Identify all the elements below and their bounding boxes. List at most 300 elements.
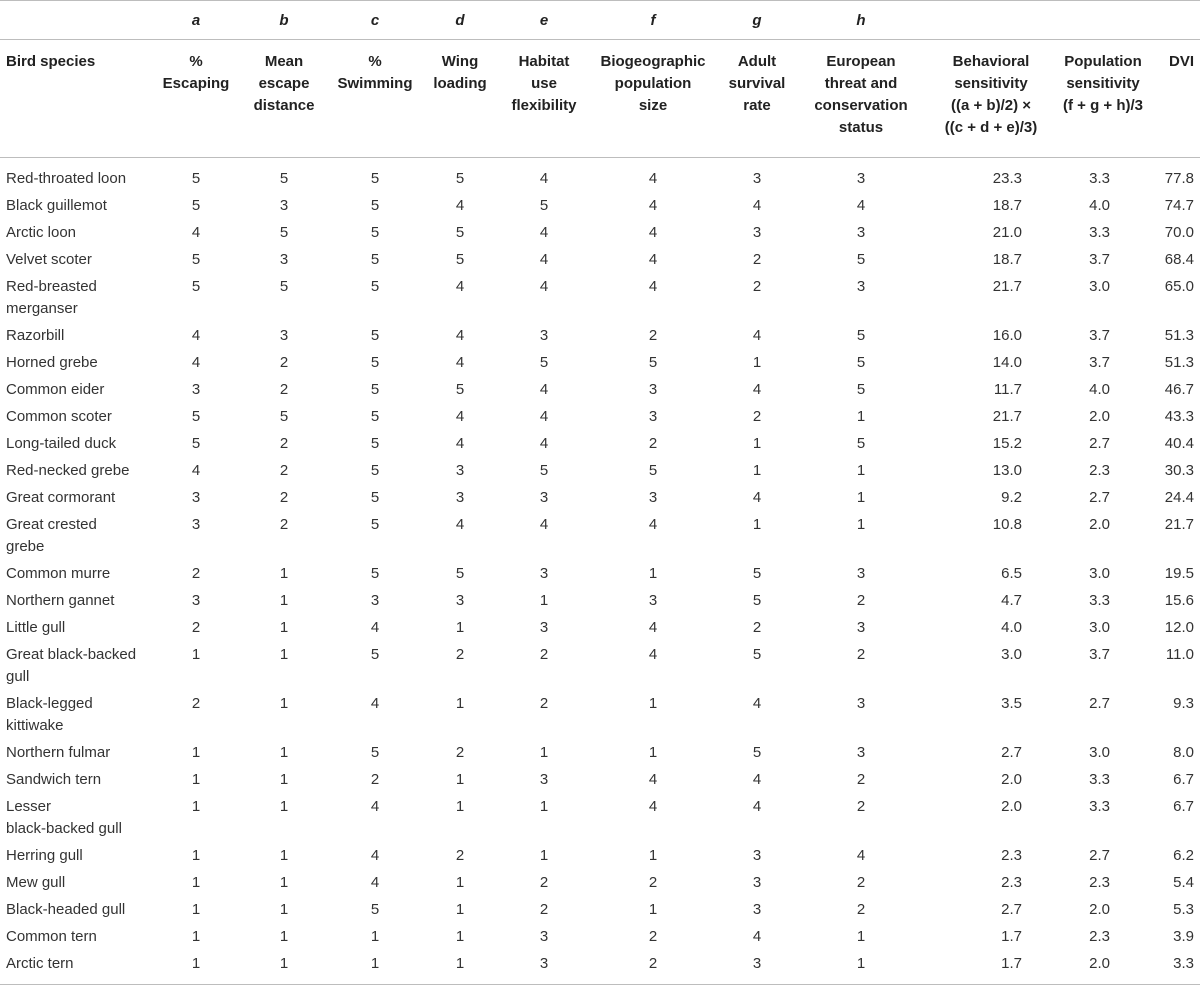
table-row bbox=[0, 274, 1200, 323]
value-cell: 2 bbox=[455, 646, 465, 663]
table-row bbox=[0, 220, 1200, 247]
value-cell: 2 bbox=[539, 695, 549, 712]
value-cell: 5 bbox=[455, 170, 465, 187]
table-row bbox=[0, 458, 1200, 485]
letter-cell: c bbox=[330, 1, 420, 40]
value-cell: 5 bbox=[370, 435, 380, 452]
value-cell: 4.0 bbox=[1089, 197, 1110, 214]
value-cell: 3 bbox=[539, 619, 549, 636]
value-cell: 5 bbox=[370, 408, 380, 425]
value-cell: 21.0 bbox=[992, 224, 1022, 241]
value-cell: 4 bbox=[856, 197, 866, 214]
value-cell: 4 bbox=[648, 646, 658, 663]
value-cell: 2 bbox=[539, 874, 549, 891]
value-cell: 4 bbox=[370, 874, 380, 891]
table-row bbox=[0, 485, 1200, 512]
value-cell: 2.0 bbox=[1089, 901, 1110, 918]
species-cell: Sandwich tern bbox=[6, 771, 102, 788]
value-cell: 3 bbox=[370, 592, 380, 609]
header-habitat-flexibility: Habitat use flexibility bbox=[500, 40, 588, 158]
value-cell: 5 bbox=[191, 170, 201, 187]
value-cell: 3 bbox=[539, 327, 549, 344]
value-cell: 1 bbox=[370, 955, 380, 972]
value-cell: 5 bbox=[455, 251, 465, 268]
value-cell: 3 bbox=[648, 381, 658, 398]
value-cell: 2.3 bbox=[1001, 847, 1022, 864]
value-cell: 4 bbox=[539, 435, 549, 452]
value-cell: 2 bbox=[856, 592, 866, 609]
value-cell: 15.2 bbox=[992, 435, 1022, 452]
header-threat-status: European threat and conservation status bbox=[796, 40, 926, 158]
value-cell: 3 bbox=[856, 170, 866, 187]
value-cell: 2 bbox=[856, 771, 866, 788]
value-cell: 3.0 bbox=[1089, 744, 1110, 761]
value-cell: 1 bbox=[539, 847, 549, 864]
species-cell: Velvet scoter bbox=[6, 251, 92, 268]
value-cell: 4 bbox=[752, 928, 762, 945]
value-cell: 5 bbox=[856, 251, 866, 268]
value-cell: 3 bbox=[752, 874, 762, 891]
header-behavioral-sensitivity: Behavioral sensitivity ((a + b)/2) × ((c + d + e)/3) bbox=[926, 40, 1056, 158]
value-cell: 19.5 bbox=[1164, 565, 1194, 582]
value-cell: 4 bbox=[191, 327, 201, 344]
letter-cell: b bbox=[238, 1, 330, 40]
value-cell: 4.0 bbox=[1089, 381, 1110, 398]
value-cell: 4 bbox=[455, 327, 465, 344]
value-cell: 5 bbox=[455, 224, 465, 241]
value-cell: 2.7 bbox=[1089, 435, 1110, 452]
value-cell: 3.3 bbox=[1089, 170, 1110, 187]
value-cell: 5 bbox=[191, 251, 201, 268]
value-cell: 5.4 bbox=[1173, 874, 1194, 891]
value-cell: 1 bbox=[191, 874, 201, 891]
value-cell: 4 bbox=[648, 197, 658, 214]
value-cell: 4 bbox=[752, 489, 762, 506]
table-row bbox=[0, 870, 1200, 897]
value-cell: 6.7 bbox=[1173, 771, 1194, 788]
value-cell: 4 bbox=[455, 354, 465, 371]
value-cell: 3 bbox=[856, 744, 866, 761]
value-cell: 4 bbox=[191, 354, 201, 371]
value-cell: 3.3 bbox=[1089, 771, 1110, 788]
value-cell: 3 bbox=[539, 489, 549, 506]
letter-cell bbox=[1150, 1, 1200, 40]
value-cell: 4 bbox=[752, 197, 762, 214]
value-cell: 2 bbox=[191, 619, 201, 636]
value-cell: 10.8 bbox=[992, 516, 1022, 533]
value-cell: 1 bbox=[191, 798, 201, 815]
value-cell: 1 bbox=[279, 771, 289, 788]
table-row bbox=[0, 691, 1200, 740]
value-cell: 2 bbox=[279, 462, 289, 479]
column-header-row bbox=[0, 40, 1200, 158]
value-cell: 2.7 bbox=[1089, 489, 1110, 506]
value-cell: 1 bbox=[856, 955, 866, 972]
value-cell: 3 bbox=[279, 251, 289, 268]
value-cell: 11.0 bbox=[1165, 646, 1194, 663]
value-cell: 4 bbox=[539, 408, 549, 425]
species-cell: Horned grebe bbox=[6, 354, 98, 371]
table-row bbox=[0, 404, 1200, 431]
value-cell: 1 bbox=[279, 619, 289, 636]
species-cell: Red-breasted merganser bbox=[6, 278, 97, 317]
value-cell: 8.0 bbox=[1173, 744, 1194, 761]
value-cell: 1 bbox=[752, 462, 762, 479]
value-cell: 4 bbox=[648, 278, 658, 295]
value-cell: 5 bbox=[856, 435, 866, 452]
value-cell: 4 bbox=[191, 224, 201, 241]
species-cell: Lesser black-backed gull bbox=[6, 798, 122, 837]
value-cell: 5 bbox=[370, 516, 380, 533]
value-cell: 5 bbox=[370, 197, 380, 214]
value-cell: 5 bbox=[648, 462, 658, 479]
value-cell: 30.3 bbox=[1164, 462, 1194, 479]
value-cell: 2 bbox=[455, 847, 465, 864]
value-cell: 3 bbox=[455, 489, 465, 506]
value-cell: 4 bbox=[752, 381, 762, 398]
table-row bbox=[0, 794, 1200, 843]
value-cell: 3.7 bbox=[1089, 327, 1110, 344]
value-cell: 3.3 bbox=[1089, 592, 1110, 609]
value-cell: 4 bbox=[370, 695, 380, 712]
value-cell: 2.3 bbox=[1089, 928, 1110, 945]
value-cell: 1 bbox=[455, 928, 465, 945]
header-escaping: % Escaping bbox=[154, 40, 238, 158]
value-cell: 18.7 bbox=[992, 251, 1022, 268]
value-cell: 77.8 bbox=[1164, 170, 1194, 187]
value-cell: 3 bbox=[279, 327, 289, 344]
value-cell: 4.0 bbox=[1001, 619, 1022, 636]
value-cell: 1 bbox=[455, 955, 465, 972]
value-cell: 4 bbox=[539, 251, 549, 268]
value-cell: 5 bbox=[370, 354, 380, 371]
value-cell: 4 bbox=[455, 278, 465, 295]
value-cell: 1 bbox=[648, 695, 658, 712]
value-cell: 43.3 bbox=[1164, 408, 1194, 425]
value-cell: 3.0 bbox=[1001, 646, 1022, 663]
table-row bbox=[0, 767, 1200, 794]
value-cell: 4.7 bbox=[1001, 592, 1022, 609]
value-cell: 4 bbox=[752, 327, 762, 344]
value-cell: 4 bbox=[191, 462, 201, 479]
value-cell: 1 bbox=[191, 928, 201, 945]
value-cell: 1 bbox=[539, 592, 549, 609]
value-cell: 4 bbox=[648, 224, 658, 241]
value-cell: 4 bbox=[752, 798, 762, 815]
value-cell: 2.0 bbox=[1089, 955, 1110, 972]
value-cell: 3 bbox=[856, 278, 866, 295]
table-row bbox=[0, 350, 1200, 377]
value-cell: 5.3 bbox=[1173, 901, 1194, 918]
value-cell: 3.3 bbox=[1089, 224, 1110, 241]
value-cell: 5 bbox=[191, 197, 201, 214]
value-cell: 5 bbox=[539, 197, 549, 214]
value-cell: 3.9 bbox=[1173, 928, 1194, 945]
value-cell: 15.6 bbox=[1164, 592, 1194, 609]
value-cell: 1 bbox=[279, 955, 289, 972]
value-cell: 5 bbox=[752, 646, 762, 663]
value-cell: 3 bbox=[539, 565, 549, 582]
header-population-sensitivity: Population sensitivity (f + g + h)/3 bbox=[1056, 40, 1150, 158]
letter-cell: h bbox=[796, 1, 926, 40]
value-cell: 1 bbox=[191, 901, 201, 918]
value-cell: 4 bbox=[856, 847, 866, 864]
value-cell: 6.5 bbox=[1001, 565, 1022, 582]
value-cell: 2 bbox=[856, 646, 866, 663]
letter-cell: d bbox=[420, 1, 500, 40]
table-row bbox=[0, 897, 1200, 924]
value-cell: 4 bbox=[455, 435, 465, 452]
value-cell: 4 bbox=[370, 798, 380, 815]
value-cell: 3 bbox=[752, 901, 762, 918]
value-cell: 1 bbox=[539, 798, 549, 815]
value-cell: 5 bbox=[856, 354, 866, 371]
value-cell: 1.7 bbox=[1001, 928, 1022, 945]
species-cell: Red-throated loon bbox=[6, 170, 127, 187]
value-cell: 2.7 bbox=[1001, 744, 1022, 761]
table-row bbox=[0, 740, 1200, 767]
column-letter-row bbox=[0, 1, 1200, 40]
value-cell: 21.7 bbox=[992, 408, 1022, 425]
value-cell: 2 bbox=[752, 408, 762, 425]
species-cell: Northern fulmar bbox=[6, 744, 111, 761]
value-cell: 4 bbox=[539, 516, 549, 533]
value-cell: 3.5 bbox=[1001, 695, 1022, 712]
value-cell: 6.7 bbox=[1173, 798, 1194, 815]
value-cell: 3 bbox=[856, 695, 866, 712]
value-cell: 5 bbox=[539, 354, 549, 371]
value-cell: 2.0 bbox=[1089, 408, 1110, 425]
value-cell: 1 bbox=[752, 354, 762, 371]
value-cell: 5 bbox=[370, 251, 380, 268]
value-cell: 5 bbox=[856, 327, 866, 344]
value-cell: 2.3 bbox=[1001, 874, 1022, 891]
value-cell: 3 bbox=[752, 847, 762, 864]
value-cell: 1 bbox=[279, 646, 289, 663]
value-cell: 3 bbox=[539, 955, 549, 972]
value-cell: 5 bbox=[370, 381, 380, 398]
value-cell: 4 bbox=[455, 197, 465, 214]
value-cell: 5 bbox=[370, 565, 380, 582]
header-population-size: Biogeographic population size bbox=[588, 40, 718, 158]
value-cell: 2.0 bbox=[1001, 798, 1022, 815]
value-cell: 1 bbox=[279, 744, 289, 761]
value-cell: 5 bbox=[370, 744, 380, 761]
value-cell: 3 bbox=[191, 489, 201, 506]
value-cell: 2 bbox=[279, 435, 289, 452]
value-cell: 4 bbox=[752, 771, 762, 788]
value-cell: 1 bbox=[191, 744, 201, 761]
value-cell: 5 bbox=[191, 278, 201, 295]
table-row bbox=[0, 166, 1200, 193]
value-cell: 5 bbox=[648, 354, 658, 371]
value-cell: 9.3 bbox=[1173, 695, 1194, 712]
value-cell: 4 bbox=[370, 847, 380, 864]
value-cell: 4 bbox=[539, 278, 549, 295]
table-row bbox=[0, 431, 1200, 458]
value-cell: 4 bbox=[539, 224, 549, 241]
value-cell: 3 bbox=[856, 565, 866, 582]
value-cell: 3.7 bbox=[1089, 251, 1110, 268]
value-cell: 9.2 bbox=[1001, 489, 1022, 506]
header-bird-species: Bird species bbox=[0, 40, 154, 158]
value-cell: 1 bbox=[370, 928, 380, 945]
species-cell: Common tern bbox=[6, 928, 97, 945]
value-cell: 1 bbox=[856, 516, 866, 533]
value-cell: 3 bbox=[648, 592, 658, 609]
table-row bbox=[0, 924, 1200, 951]
value-cell: 4 bbox=[648, 516, 658, 533]
value-cell: 21.7 bbox=[992, 278, 1022, 295]
value-cell: 1 bbox=[752, 516, 762, 533]
value-cell: 74.7 bbox=[1164, 197, 1194, 214]
value-cell: 2 bbox=[279, 489, 289, 506]
value-cell: 3 bbox=[191, 516, 201, 533]
value-cell: 3 bbox=[455, 462, 465, 479]
value-cell: 1 bbox=[648, 744, 658, 761]
value-cell: 1 bbox=[279, 798, 289, 815]
value-cell: 2 bbox=[648, 435, 658, 452]
value-cell: 2.7 bbox=[1089, 847, 1110, 864]
species-cell: Common murre bbox=[6, 565, 111, 582]
value-cell: 1 bbox=[279, 901, 289, 918]
species-cell: Little gull bbox=[6, 619, 66, 636]
value-cell: 5 bbox=[370, 224, 380, 241]
value-cell: 3 bbox=[648, 408, 658, 425]
value-cell: 2 bbox=[191, 565, 201, 582]
value-cell: 5 bbox=[370, 901, 380, 918]
value-cell: 12.0 bbox=[1164, 619, 1194, 636]
value-cell: 3 bbox=[648, 489, 658, 506]
table-row bbox=[0, 642, 1200, 691]
value-cell: 1 bbox=[279, 592, 289, 609]
species-cell: Long-tailed duck bbox=[6, 435, 117, 452]
value-cell: 1 bbox=[752, 435, 762, 452]
value-cell: 23.3 bbox=[992, 170, 1022, 187]
value-cell: 2 bbox=[370, 771, 380, 788]
value-cell: 4 bbox=[648, 771, 658, 788]
value-cell: 2 bbox=[856, 874, 866, 891]
species-cell: Common eider bbox=[6, 381, 105, 398]
value-cell: 1 bbox=[455, 771, 465, 788]
species-cell: Arctic tern bbox=[6, 955, 74, 972]
value-cell: 5 bbox=[191, 435, 201, 452]
species-cell: Mew gull bbox=[6, 874, 66, 891]
value-cell: 3 bbox=[191, 381, 201, 398]
value-cell: 3.7 bbox=[1089, 646, 1110, 663]
value-cell: 21.7 bbox=[1164, 516, 1194, 533]
value-cell: 2 bbox=[539, 901, 549, 918]
table-row bbox=[0, 247, 1200, 274]
value-cell: 3.3 bbox=[1173, 955, 1194, 972]
value-cell: 2 bbox=[279, 354, 289, 371]
header-swimming: % Swimming bbox=[330, 40, 420, 158]
value-cell: 5 bbox=[370, 489, 380, 506]
header-escape-distance: Mean escape distance bbox=[238, 40, 330, 158]
value-cell: 3 bbox=[455, 592, 465, 609]
value-cell: 5 bbox=[370, 646, 380, 663]
value-cell: 2 bbox=[279, 381, 289, 398]
table-row bbox=[0, 561, 1200, 588]
value-cell: 1 bbox=[648, 901, 658, 918]
value-cell: 68.4 bbox=[1164, 251, 1194, 268]
value-cell: 24.4 bbox=[1164, 489, 1194, 506]
value-cell: 5 bbox=[279, 224, 289, 241]
value-cell: 2 bbox=[279, 516, 289, 533]
value-cell: 3.3 bbox=[1089, 798, 1110, 815]
value-cell: 3 bbox=[279, 197, 289, 214]
species-cell: Herring gull bbox=[6, 847, 83, 864]
value-cell: 1 bbox=[279, 695, 289, 712]
value-cell: 4 bbox=[648, 798, 658, 815]
letter-cell: g bbox=[718, 1, 796, 40]
value-cell: 4 bbox=[648, 170, 658, 187]
species-cell: Razorbill bbox=[6, 327, 65, 344]
table-row bbox=[0, 512, 1200, 561]
value-cell: 1 bbox=[856, 462, 866, 479]
value-cell: 2 bbox=[648, 874, 658, 891]
value-cell: 11.7 bbox=[993, 381, 1022, 398]
value-cell: 3 bbox=[539, 771, 549, 788]
value-cell: 1.7 bbox=[1001, 955, 1022, 972]
value-cell: 14.0 bbox=[992, 354, 1022, 371]
value-cell: 3 bbox=[539, 928, 549, 945]
value-cell: 4 bbox=[370, 619, 380, 636]
value-cell: 3 bbox=[752, 224, 762, 241]
value-cell: 1 bbox=[856, 489, 866, 506]
value-cell: 70.0 bbox=[1164, 224, 1194, 241]
value-cell: 1 bbox=[455, 874, 465, 891]
value-cell: 2 bbox=[191, 695, 201, 712]
letter-cell bbox=[926, 1, 1056, 40]
table-row bbox=[0, 323, 1200, 350]
value-cell: 3 bbox=[752, 955, 762, 972]
value-cell: 4 bbox=[648, 619, 658, 636]
species-cell: Black-headed gull bbox=[6, 901, 126, 918]
value-cell: 1 bbox=[191, 847, 201, 864]
table-row bbox=[0, 377, 1200, 404]
value-cell: 5 bbox=[752, 592, 762, 609]
value-cell: 2 bbox=[648, 955, 658, 972]
value-cell: 1 bbox=[279, 928, 289, 945]
value-cell: 2.0 bbox=[1089, 516, 1110, 533]
value-cell: 2.7 bbox=[1089, 695, 1110, 712]
value-cell: 5 bbox=[191, 408, 201, 425]
value-cell: 5 bbox=[752, 744, 762, 761]
value-cell: 1 bbox=[279, 847, 289, 864]
letter-cell bbox=[1056, 1, 1150, 40]
value-cell: 18.7 bbox=[992, 197, 1022, 214]
value-cell: 3.7 bbox=[1089, 354, 1110, 371]
value-cell: 2 bbox=[856, 901, 866, 918]
letter-cell: a bbox=[154, 1, 238, 40]
species-cell: Arctic loon bbox=[6, 224, 77, 241]
value-cell: 5 bbox=[279, 170, 289, 187]
value-cell: 5 bbox=[370, 278, 380, 295]
table-body bbox=[0, 166, 1200, 978]
value-cell: 2 bbox=[648, 327, 658, 344]
species-cell: Red-necked grebe bbox=[6, 462, 130, 479]
value-cell: 3 bbox=[752, 170, 762, 187]
species-cell: Black guillemot bbox=[6, 197, 107, 214]
value-cell: 1 bbox=[856, 408, 866, 425]
value-cell: 2 bbox=[539, 646, 549, 663]
value-cell: 4 bbox=[648, 251, 658, 268]
value-cell: 40.4 bbox=[1164, 435, 1194, 452]
table-row bbox=[0, 193, 1200, 220]
value-cell: 1 bbox=[455, 695, 465, 712]
value-cell: 5 bbox=[455, 381, 465, 398]
